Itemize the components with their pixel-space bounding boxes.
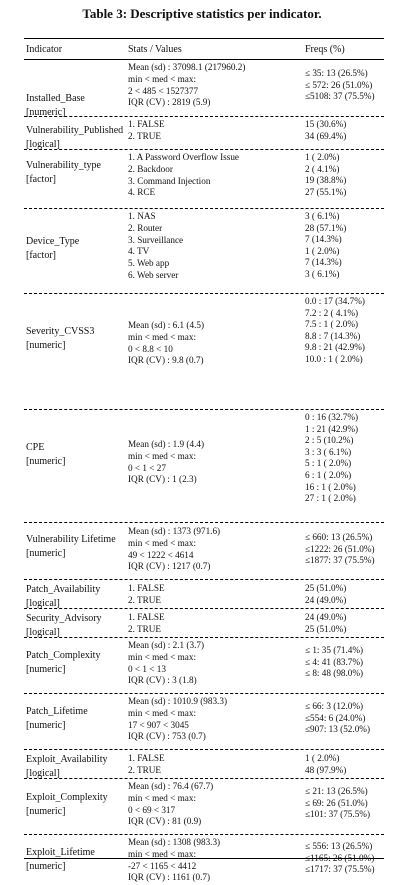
freq-line: 6 : 1 ( 2.0%) (305, 469, 352, 480)
stats-line: 0 < 1 < 27 (128, 462, 166, 473)
freqs-cell (305, 753, 346, 776)
freqs-cell (305, 119, 346, 142)
freq-line: 28 (57.1%) (305, 222, 347, 233)
stats-line: 17 < 907 < 3045 (128, 719, 189, 730)
table-row (24, 60, 384, 117)
freqs-cell (305, 583, 346, 606)
stats-cell (128, 837, 220, 884)
freq-line: ≤ 35: 13 (26.5%) (305, 68, 368, 78)
stats-line: min < med < max: (128, 651, 197, 662)
table-row (24, 118, 384, 150)
freqs-cell (305, 412, 358, 505)
freq-line: 48 (97.9%) (305, 764, 347, 775)
stats-line: min < med < max: (128, 792, 197, 803)
indicator-name: Device_Type (26, 236, 80, 247)
table-row (24, 295, 384, 410)
indicator-cell (26, 705, 88, 732)
stats-line: 3. Command Injection (128, 175, 211, 186)
indicator-cell (26, 791, 108, 818)
stats-line: min < med < max: (128, 848, 197, 859)
stats-line: 0 < 8.8 < 10 (128, 343, 173, 354)
stats-line: IQR (CV) : 753 (0.7) (128, 731, 206, 742)
freqs-cell (305, 211, 346, 281)
table-row (24, 210, 384, 294)
stats-line: IQR (CV) : 9.8 (0.7) (128, 355, 204, 366)
indicator-name: Patch_Complexity (26, 650, 101, 661)
indicator-name: Vulnerability Lifetime (26, 534, 116, 545)
freq-line: 24 (49.0%) (305, 612, 347, 622)
header-freqs: Freqs (%) (305, 44, 345, 55)
freqs-cell (305, 296, 365, 366)
indicator-cell (26, 612, 102, 639)
stats-line: 1. NAS (128, 211, 156, 221)
indicator-type: [numeric] (26, 547, 66, 559)
freq-line: 7 (14.3%) (305, 257, 342, 268)
freq-line: ≤101: 37 (75.5%) (305, 809, 371, 820)
stats-line: 5. Web app (128, 258, 170, 269)
freq-line: 9.8 : 21 (42.9%) (305, 342, 365, 353)
stats-cell (128, 696, 227, 743)
stats-line: 2. Router (128, 222, 163, 233)
indicator-cell (26, 235, 79, 262)
indicator-cell (26, 753, 107, 780)
freqs-cell (305, 786, 370, 821)
statistics-table (24, 38, 384, 883)
freq-line: 2 ( 4.1%) (305, 163, 340, 174)
freq-line: 3 ( 6.1%) (305, 268, 340, 279)
indicator-type: [logical] (26, 626, 60, 638)
indicator-cell (26, 583, 100, 610)
freq-line: ≤ 1: 35 (71.4%) (305, 645, 364, 655)
freq-line: 2 : 5 (10.2%) (305, 435, 354, 446)
freq-line: ≤907: 13 (52.0%) (305, 724, 371, 735)
freq-line: 1 ( 2.0%) (305, 753, 340, 763)
stats-line: Mean (sd) : 1308 (983.3) (128, 837, 221, 847)
stats-cell (128, 119, 165, 143)
freq-line: 24 (49.0%) (305, 594, 347, 605)
stats-cell (128, 781, 213, 828)
stats-line: 2. TRUE (128, 594, 162, 605)
freq-line: ≤1877: 37 (75.5%) (305, 555, 375, 566)
table-row (24, 524, 384, 580)
indicator-type: [logical] (26, 597, 60, 609)
indicator-cell (26, 533, 116, 560)
freqs-cell (305, 841, 375, 876)
freq-line: 7.2 : 2 ( 4.1%) (305, 307, 359, 318)
table-row (24, 695, 384, 750)
freq-line: ≤ 572: 26 (51.0%) (305, 79, 373, 90)
indicator-cell (26, 325, 94, 352)
freq-line: 8.8 : 7 (14.3%) (305, 330, 361, 341)
stats-cell (128, 320, 204, 367)
stats-line: 2 < 485 < 1527377 (128, 85, 199, 96)
stats-line: Mean (sd) : 76.4 (67.7) (128, 781, 214, 791)
stats-line: IQR (CV) : 1217 (0.7) (128, 561, 211, 572)
table-row (24, 751, 384, 779)
stats-line: 4. RCE (128, 187, 156, 198)
indicator-type: [numeric] (26, 719, 66, 731)
stats-cell (128, 62, 245, 109)
stats-line: Mean (sd) : 2.1 (3.7) (128, 640, 205, 650)
table-row (24, 151, 384, 209)
stats-line: -27 < 1165 < 4412 (128, 860, 197, 871)
table-caption: Table 3: Descriptive statistics per indicator. (82, 6, 322, 21)
freq-line: 15 (30.6%) (305, 119, 347, 129)
stats-line: 2. TRUE (128, 764, 162, 775)
freq-line: 19 (38.8%) (305, 175, 347, 186)
table-row (24, 581, 384, 609)
indicator-name: Exploit_Lifetime (26, 847, 95, 858)
stats-line: IQR (CV) : 81 (0.9) (128, 816, 202, 827)
indicator-type: [numeric] (26, 455, 66, 467)
stats-cell (128, 526, 220, 573)
indicator-cell (26, 441, 65, 468)
stats-cell (128, 439, 204, 486)
freq-line: ≤ 21: 13 (26.5%) (305, 786, 368, 796)
freq-line: ≤5108: 37 (75.5%) (305, 91, 375, 102)
table-row (24, 780, 384, 835)
freq-line: ≤ 66: 3 (12.0%) (305, 701, 364, 711)
table-row (24, 610, 384, 638)
freq-line: 3 ( 6.1%) (305, 211, 340, 221)
stats-line: 2. TRUE (128, 130, 162, 141)
stats-cell (128, 583, 165, 607)
indicator-cell (26, 159, 101, 186)
freq-line: 1 ( 2.0%) (305, 152, 340, 162)
indicator-type: [factor] (26, 173, 56, 185)
freq-line: 25 (51.0%) (305, 623, 347, 634)
indicator-cell (26, 649, 100, 676)
freq-line: ≤ 8: 48 (98.0%) (305, 668, 364, 679)
stats-line: 6. Web server (128, 269, 179, 280)
indicator-name: Exploit_Complexity (26, 792, 108, 803)
stats-line: 1. FALSE (128, 119, 165, 129)
freqs-cell (305, 532, 375, 567)
indicator-name: CPE (26, 442, 45, 453)
freqs-cell (305, 612, 346, 635)
indicator-type: [numeric] (26, 663, 66, 675)
freq-line: 7.5 : 1 ( 2.0%) (305, 319, 359, 330)
indicator-name: Patch_Availability (26, 584, 101, 595)
freq-line: 10.0 : 1 ( 2.0%) (305, 353, 363, 364)
freq-line: 25 (51.0%) (305, 583, 347, 593)
stats-line: IQR (CV) : 3 (1.8) (128, 675, 197, 686)
header-stats: Stats / Values (128, 44, 182, 55)
indicator-type: [numeric] (26, 106, 66, 118)
freqs-cell (305, 152, 346, 198)
freq-line: ≤ 4: 41 (83.7%) (305, 656, 364, 667)
stats-line: 1. FALSE (128, 583, 165, 593)
indicator-type: [factor] (26, 249, 56, 261)
freq-line: ≤1222: 26 (51.0%) (305, 543, 375, 554)
indicator-name: Security_Advisory (26, 613, 102, 624)
freq-line: ≤1165: 26 (51.0%) (305, 852, 375, 863)
stats-line: 1. FALSE (128, 753, 165, 763)
stats-line: Mean (sd) : 1373 (971.6) (128, 526, 221, 536)
freq-line: 1 ( 2.0%) (305, 245, 340, 256)
freq-line: 27 : 1 ( 2.0%) (305, 493, 356, 504)
indicator-name: Installed_Base (26, 93, 85, 104)
stats-line: min < med < max: (128, 537, 197, 548)
stats-line: 1. FALSE (128, 612, 165, 622)
stats-line: IQR (CV) : 2819 (5.9) (128, 97, 211, 108)
table-header (24, 39, 384, 60)
stats-line: min < med < max: (128, 73, 197, 84)
stats-line: 4. TV (128, 246, 150, 257)
freq-line: ≤ 69: 26 (51.0%) (305, 797, 368, 808)
freq-line: 5 : 1 ( 2.0%) (305, 458, 352, 469)
freqs-cell (305, 68, 375, 103)
indicator-type: [numeric] (26, 860, 66, 872)
indicator-name: Patch_Lifetime (26, 706, 88, 717)
stats-line: min < med < max: (128, 707, 197, 718)
freq-line: 0.0 : 17 (34.7%) (305, 296, 365, 306)
indicator-type: [logical] (26, 138, 60, 150)
freq-line: 0 : 16 (32.7%) (305, 412, 359, 422)
stats-line: 1. A Password Overflow Issue (128, 152, 240, 162)
indicator-name: Exploit_Availability (26, 754, 108, 765)
table-row (24, 836, 384, 885)
indicator-name: Severity_CVSS3 (26, 326, 95, 337)
stats-line: 49 < 1222 < 4614 (128, 549, 194, 560)
indicator-type: [logical] (26, 767, 60, 779)
indicator-name: Vulnerability_Published (26, 125, 124, 136)
stats-cell (128, 612, 165, 636)
stats-line: Mean (sd) : 1010.9 (983.3) (128, 696, 228, 706)
header-indicator: Indicator (26, 44, 63, 55)
indicator-type: [numeric] (26, 805, 66, 817)
table-row (24, 411, 384, 523)
stats-line: 0 < 1 < 13 (128, 663, 166, 674)
freq-line: 3 : 3 ( 6.1%) (305, 446, 352, 457)
freq-line: 1 : 21 (42.9%) (305, 423, 359, 434)
stats-line: IQR (CV) : 1 (2.3) (128, 474, 197, 485)
stats-cell (128, 211, 183, 282)
indicator-cell (26, 846, 95, 873)
indicator-cell (26, 124, 123, 151)
freq-line: 27 (55.1%) (305, 186, 347, 197)
stats-line: 2. TRUE (128, 623, 162, 634)
stats-cell (128, 753, 165, 777)
indicator-cell (26, 92, 85, 119)
stats-line: IQR (CV) : 1161 (0.7) (128, 872, 211, 883)
stats-line: min < med < max: (128, 450, 197, 461)
stats-line: Mean (sd) : 37098.1 (217960.2) (128, 62, 246, 72)
stats-cell (128, 152, 239, 199)
stats-line: 2. Backdoor (128, 163, 173, 174)
stats-line: Mean (sd) : 1.9 (4.4) (128, 439, 205, 449)
freq-line: ≤554: 6 (24.0%) (305, 712, 366, 723)
stats-line: 3. Surveillance (128, 234, 184, 245)
stats-line: 0 < 69 < 317 (128, 804, 176, 815)
table-row (24, 639, 384, 694)
stats-cell (128, 640, 204, 687)
indicator-name: Vulnerability_type (26, 160, 101, 171)
freq-line: 7 (14.3%) (305, 234, 342, 245)
freq-line: ≤1717: 37 (75.5%) (305, 864, 375, 875)
stats-line: min < med < max: (128, 331, 197, 342)
stats-line: Mean (sd) : 6.1 (4.5) (128, 320, 205, 330)
freqs-cell (305, 701, 370, 736)
freq-line: ≤ 556: 13 (26.5%) (305, 841, 373, 851)
indicator-type: [numeric] (26, 339, 66, 351)
freq-line: ≤ 660: 13 (26.5%) (305, 532, 373, 542)
freq-line: 16 : 1 ( 2.0%) (305, 481, 356, 492)
freq-line: 34 (69.4%) (305, 130, 347, 141)
freqs-cell (305, 645, 363, 680)
